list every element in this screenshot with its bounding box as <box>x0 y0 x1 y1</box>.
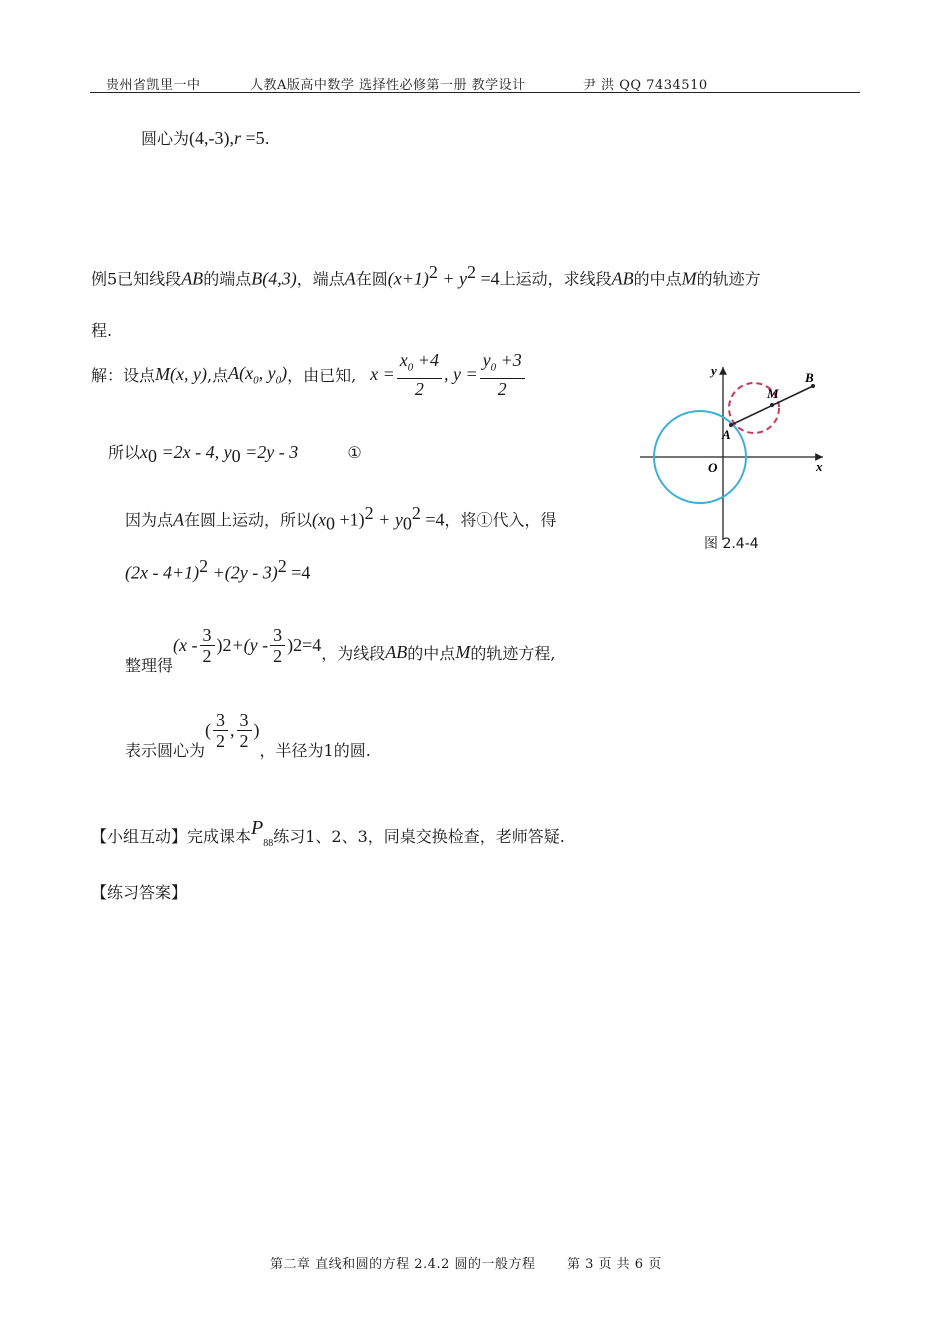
frac-num: 3 <box>213 710 228 731</box>
center-frac-x <box>213 710 228 751</box>
center-frac-y <box>237 710 252 751</box>
sup-two: 2 <box>277 556 287 576</box>
tidy-eq: +(y - <box>231 635 269 655</box>
solution-text: ，由已知, <box>287 365 357 385</box>
example5-sup: 2 <box>466 262 476 282</box>
frac-den: 2 <box>273 646 283 666</box>
group-line <box>91 817 565 850</box>
tidy-frac <box>200 625 215 666</box>
sub-zero: 0 <box>231 446 241 467</box>
frac-den: 2 <box>202 646 212 666</box>
header-divider <box>90 92 860 93</box>
prev-result-center: (4,-3), <box>189 128 234 148</box>
tidy-label: 整理得 <box>125 656 174 675</box>
figure-caption: 图 2.4-4 <box>704 536 759 552</box>
group-text: 练习1、2、3，同桌交换检查，老师答疑. <box>273 827 565 846</box>
figure-2-4-4 <box>630 355 840 555</box>
sub-eq: =4 <box>286 562 311 583</box>
because-eq: + y <box>373 509 403 530</box>
example5-text: 的端点 <box>203 269 252 289</box>
prev-result-r-eq: =5 <box>241 128 265 148</box>
so-eq: =2y - 3 <box>240 442 299 462</box>
group-label: 【小组互动】完成课本 <box>91 827 252 846</box>
solution-text: ,点 <box>206 365 229 385</box>
solution-label: 解：设点 <box>91 365 156 385</box>
solution-line1 <box>91 350 527 399</box>
solution-y-eq: , y = <box>443 363 478 384</box>
label-o: O <box>708 460 718 475</box>
header-school: 贵州省凯里一中 <box>106 78 201 93</box>
tidy-text: 的中点 <box>407 644 456 663</box>
label-y: y <box>711 363 717 378</box>
solution-a-point: ) <box>281 362 288 383</box>
prev-result-line <box>141 126 270 149</box>
solution-frac-y <box>480 350 525 399</box>
tidy-ab: AB <box>385 642 408 662</box>
header-author: 尹 洪 QQ 7434510 <box>583 78 708 93</box>
because-eq: (x <box>312 509 327 530</box>
solution-a-point: , y <box>258 362 276 383</box>
solution-line3 <box>125 503 556 535</box>
example5-text: 在圆 <box>355 269 388 289</box>
sup-two: 2 <box>411 503 421 523</box>
because-eq: +1) <box>335 509 365 530</box>
example5-text: 的轨迹方 <box>696 269 761 289</box>
label-m: M <box>767 386 779 401</box>
frac-num: 3 <box>237 710 252 731</box>
tidy-eq: ) <box>216 635 223 655</box>
frac-den: 2 <box>414 378 424 399</box>
tidy-text: 的轨迹方程, <box>470 644 556 663</box>
frac-den: 2 <box>239 731 249 751</box>
example5-text: 的中点 <box>633 269 682 289</box>
sub-eq: (2x - 4+1) <box>125 562 200 583</box>
sup-two: 2 <box>293 635 303 655</box>
sup-two: 2 <box>222 635 232 655</box>
circled-one: ① <box>347 443 362 462</box>
tidy-eq: ) <box>287 635 294 655</box>
solution-a-point: A(x <box>228 362 254 383</box>
sub-zero: 0 <box>326 513 336 534</box>
sub-zero: 0 <box>253 374 259 387</box>
example5-circle-eq: =4 <box>475 268 500 289</box>
sub-zero: 0 <box>148 446 158 467</box>
frac-num: 3 <box>200 625 215 646</box>
sup-two: 2 <box>364 503 374 523</box>
example5-text: ，端点 <box>296 269 345 289</box>
center-paren: ) <box>253 720 260 740</box>
tidy-eq: =4 <box>302 635 322 655</box>
center-paren: ( <box>205 720 212 740</box>
tidy-m: M <box>455 642 471 662</box>
tidy-eq: (x - <box>173 635 198 655</box>
tidy-text: ，为线段 <box>321 644 386 663</box>
frac-num: +3 <box>496 350 522 370</box>
answers-label: 【练习答案】 <box>91 883 188 902</box>
frac-den: 2 <box>497 378 507 399</box>
example5-a: A <box>344 268 356 289</box>
sup-two: 2 <box>199 556 209 576</box>
solution-line5 <box>125 615 555 676</box>
example5-b-point: B(4,3) <box>251 268 297 289</box>
solution-frac-x <box>397 350 442 399</box>
example5-circle-eq: (x+1) <box>387 268 429 289</box>
prev-result-r: r <box>234 128 242 148</box>
prev-result-period: . <box>264 129 270 148</box>
solution-m-point: M(x, y) <box>155 363 207 384</box>
center-label: 表示圆心为 <box>125 741 206 760</box>
example5-line2: 程. <box>91 321 113 340</box>
sub-zero: 0 <box>490 361 497 374</box>
because-a: A <box>173 509 185 530</box>
prev-result-label: 圆心为 <box>141 129 190 148</box>
so-eq: x <box>140 442 149 462</box>
label-a: A <box>722 427 731 442</box>
example5-line1 <box>91 262 761 289</box>
footer-chapter: 第二章 直线和圆的方程 2.4.2 圆的一般方程 <box>270 1257 536 1272</box>
group-p-sub: 88 <box>263 838 274 850</box>
example5-text: 上运动，求线段 <box>499 269 612 289</box>
frac-num: y <box>482 350 491 370</box>
solution-so: 所以 <box>108 443 141 462</box>
center-text: ，半径为1的圆. <box>259 741 371 760</box>
so-eq: =2x - 4, y <box>157 442 232 462</box>
label-x: x <box>816 459 823 474</box>
center-comma: , <box>230 720 235 740</box>
sub-zero: 0 <box>407 361 414 374</box>
frac-num: x <box>399 350 408 370</box>
solution-x-eq: x = <box>370 363 395 384</box>
because-text: 因为点 <box>125 510 174 530</box>
example5-text: 例5已知线段 <box>91 269 182 289</box>
example5-ab: AB <box>611 268 634 289</box>
example5-ab: AB <box>181 268 204 289</box>
solution-line4 <box>125 556 310 583</box>
because-eq: =4 <box>420 509 445 530</box>
header-textbook: 人教A版高中数学 选择性必修第一册 教学设计 <box>250 78 526 93</box>
example5-m: M <box>681 268 697 289</box>
footer-page: 第 3 页 共 6 页 <box>567 1257 662 1272</box>
because-text: ，将①代入，得 <box>444 510 557 530</box>
point-m <box>770 403 774 407</box>
frac-den: 2 <box>216 731 226 751</box>
example5-circle-eq: + y <box>437 268 467 289</box>
frac-num: 3 <box>270 625 285 646</box>
example5-sup: 2 <box>428 262 438 282</box>
sub-zero: 0 <box>275 374 282 387</box>
because-text: 在圆上运动，所以 <box>184 510 313 530</box>
frac-num: +4 <box>413 350 439 370</box>
group-p: P <box>251 817 264 839</box>
sub-zero: 0 <box>402 513 412 534</box>
solution-line2 <box>108 440 362 467</box>
solution-line6 <box>125 700 371 761</box>
sub-eq: +(2y - 3) <box>208 562 278 583</box>
tidy-frac <box>270 625 285 666</box>
label-b: B <box>805 370 814 385</box>
